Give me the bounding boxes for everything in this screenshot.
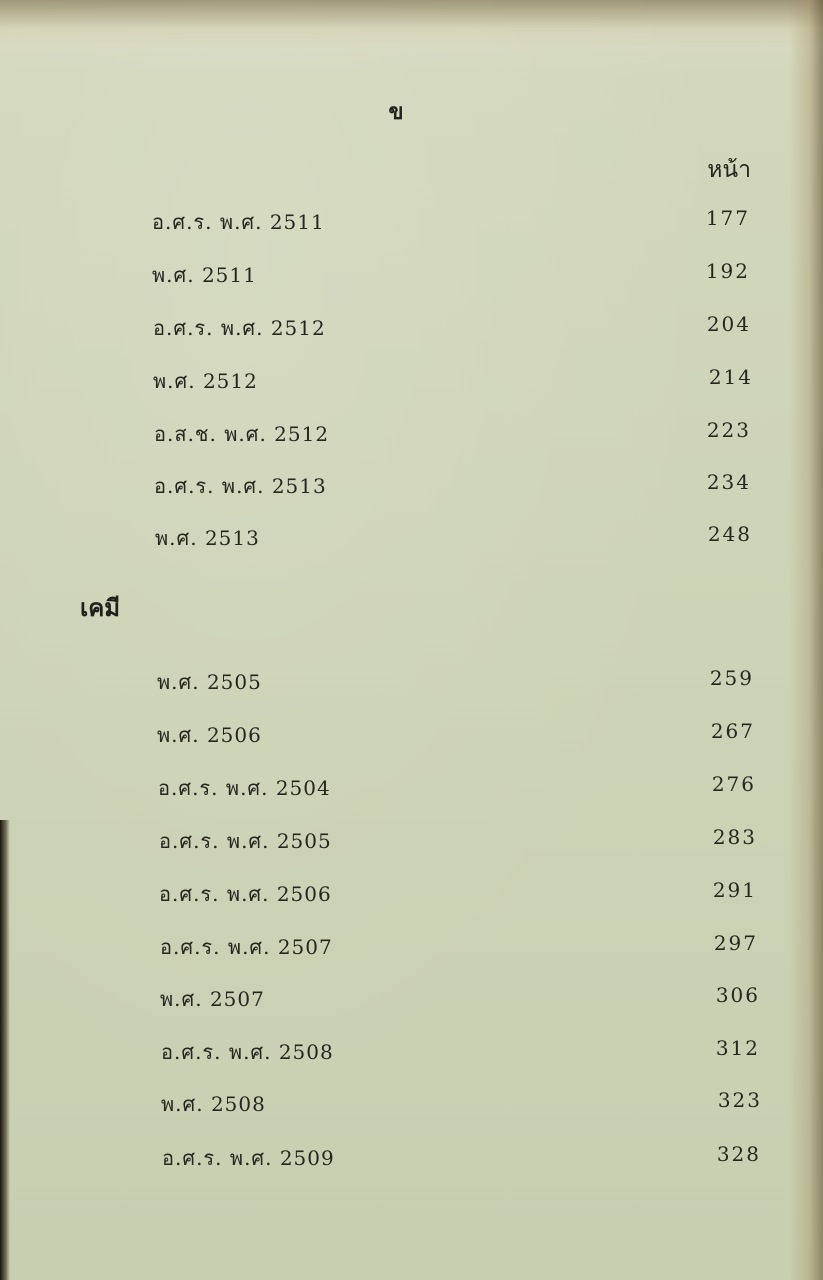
entry-page-number: 283 [712, 825, 757, 849]
entry-label: อ.ศ.ร. พ.ศ. 2504 [158, 776, 331, 800]
contents-entry [0, 1088, 823, 1118]
contents-entry [0, 666, 823, 696]
section-title-chemistry: เคมี [80, 593, 121, 622]
contents-entry [0, 825, 823, 855]
entry-page-number: 323 [717, 1088, 762, 1112]
contents-entry [0, 206, 823, 236]
contents-entry [0, 878, 823, 908]
contents-entry [0, 983, 823, 1013]
entry-label: อ.ศ.ร. พ.ศ. 2512 [153, 316, 326, 340]
contents-entry [0, 418, 823, 448]
contents-entry [0, 931, 823, 961]
page-column-header: หน้า [707, 157, 751, 183]
entry-label: พ.ศ. 2507 [160, 987, 265, 1011]
entry-page-number: 306 [715, 983, 760, 1007]
entry-page-number: 214 [708, 365, 753, 389]
entry-label: พ.ศ. 2511 [152, 263, 257, 287]
entry-label: อ.ศ.ร. พ.ศ. 2508 [161, 1040, 334, 1064]
contents-entry [0, 522, 823, 552]
entry-page-number: 177 [705, 206, 750, 230]
entry-page-number: 234 [706, 470, 751, 494]
entry-label: อ.ส.ช. พ.ศ. 2512 [154, 422, 330, 446]
contents-entry [0, 259, 823, 289]
contents-entry [0, 1036, 823, 1066]
contents-entry [0, 772, 823, 802]
entry-page-number: 312 [715, 1036, 760, 1060]
entry-label: พ.ศ. 2506 [157, 723, 262, 747]
entry-label: อ.ศ.ร. พ.ศ. 2505 [159, 829, 332, 853]
entry-page-number: 276 [711, 772, 756, 796]
contents-entry [0, 365, 823, 395]
entry-label: อ.ศ.ร. พ.ศ. 2513 [154, 474, 327, 498]
page-marker: ข [388, 99, 404, 125]
entry-label: พ.ศ. 2505 [157, 670, 262, 694]
entry-label: พ.ศ. 2513 [155, 526, 260, 550]
entry-page-number: 248 [707, 522, 752, 546]
entry-page-number: 291 [712, 878, 757, 902]
entry-label: พ.ศ. 2508 [161, 1092, 266, 1116]
entry-label: อ.ศ.ร. พ.ศ. 2506 [159, 882, 332, 906]
entry-label: อ.ศ.ร. พ.ศ. 2511 [152, 210, 325, 234]
contents-entry [0, 1142, 823, 1172]
entry-page-number: 204 [706, 312, 751, 336]
entry-page-number: 259 [709, 666, 754, 690]
entry-page-number: 267 [710, 719, 755, 743]
entry-label: อ.ศ.ร. พ.ศ. 2509 [162, 1146, 335, 1170]
entry-page-number: 223 [706, 418, 751, 442]
contents-entry [0, 470, 823, 500]
entry-label: อ.ศ.ร. พ.ศ. 2507 [160, 935, 333, 959]
entry-page-number: 192 [705, 259, 750, 283]
entry-page-number: 297 [713, 931, 758, 955]
contents-entry [0, 719, 823, 749]
contents-entry [0, 312, 823, 342]
entry-page-number: 328 [716, 1142, 761, 1166]
entry-label: พ.ศ. 2512 [153, 369, 258, 393]
